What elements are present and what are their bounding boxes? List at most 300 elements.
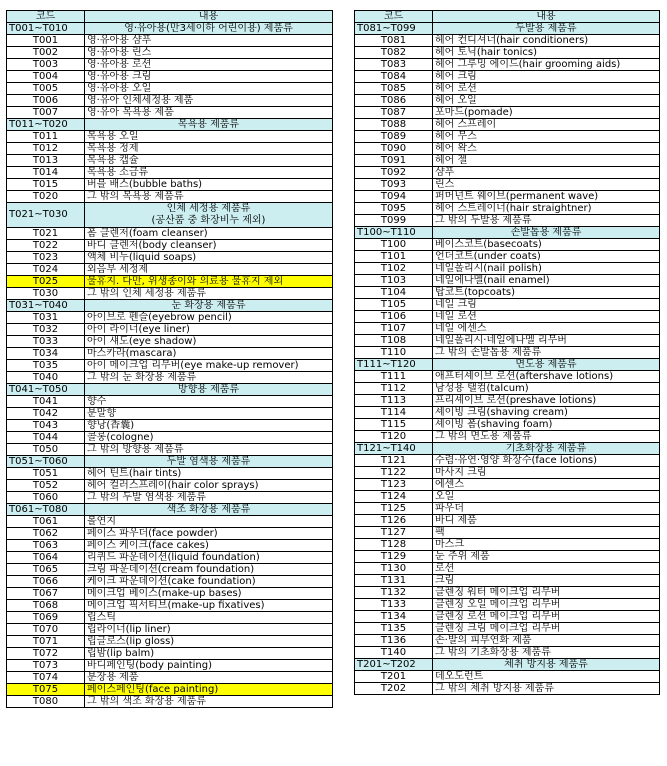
content-cell: 클렌징 크림 메이크업 리무버 — [433, 623, 660, 635]
code-cell: T125 — [355, 503, 433, 515]
table-row — [7, 35, 333, 47]
right-code-table — [354, 10, 660, 695]
table-row — [7, 372, 333, 384]
table-row — [355, 599, 660, 611]
content-cell: 팩 — [433, 527, 660, 539]
content-cell: 탑코트(topcoats) — [433, 287, 660, 299]
code-cell: T073 — [7, 660, 85, 672]
content-cell: 영·유아용 크림 — [85, 71, 333, 83]
category-row — [7, 456, 333, 468]
content-cell: 셰이빙 폼(shaving foam) — [433, 419, 660, 431]
category-row — [7, 384, 333, 396]
code-cell: T131 — [355, 575, 433, 587]
table-row — [7, 143, 333, 155]
table-row — [355, 635, 660, 647]
code-cell: T100 — [355, 239, 433, 251]
code-cell: T032 — [7, 324, 85, 336]
code-cell: T012 — [7, 143, 85, 155]
content-cell: 수렴·유연·영양 화장수(face lotions) — [433, 455, 660, 467]
code-cell: T040 — [7, 372, 85, 384]
code-cell: T087 — [355, 107, 433, 119]
content-cell: 향낭(香囊) — [85, 420, 333, 432]
table-row — [7, 600, 333, 612]
table-row — [7, 264, 333, 276]
category-row — [7, 203, 333, 228]
table-row — [7, 288, 333, 300]
table-row — [355, 431, 660, 443]
category-row — [355, 659, 660, 671]
content-cell: 그 밖의 목욕용 제품류 — [85, 191, 333, 203]
code-cell: T023 — [7, 252, 85, 264]
category-code-range: T051~T060 — [7, 456, 85, 468]
category-code-range: T081~T099 — [355, 23, 433, 35]
content-cell: 목욕용 소금류 — [85, 167, 333, 179]
content-cell: 그 밖의 인체 세정용 제품류 — [85, 288, 333, 300]
content-cell: 바디 제품 — [433, 515, 660, 527]
category-code-range: T031~T040 — [7, 300, 85, 312]
table-row — [7, 444, 333, 456]
code-cell: T001 — [7, 35, 85, 47]
table-row — [355, 395, 660, 407]
content-cell: 헤어 오일 — [433, 95, 660, 107]
content-cell: 아이 섀도(eye shadow) — [85, 336, 333, 348]
table-row — [355, 191, 660, 203]
header-row — [7, 11, 333, 23]
code-cell: T066 — [7, 576, 85, 588]
table-row — [355, 539, 660, 551]
content-cell: 목욕용 캡슐 — [85, 155, 333, 167]
content-cell: 그 밖의 눈 화장용 제품류 — [85, 372, 333, 384]
code-cell: T112 — [355, 383, 433, 395]
table-row — [355, 83, 660, 95]
content-cell: 헤어 토닉(hair tonics) — [433, 47, 660, 59]
category-name-line2: (공산품 중 화장비누 제외) — [151, 215, 266, 226]
table-row — [7, 83, 333, 95]
code-cell: T089 — [355, 131, 433, 143]
content-cell: 샴푸 — [433, 167, 660, 179]
code-cell: T108 — [355, 335, 433, 347]
content-cell: 목욕용 정제 — [85, 143, 333, 155]
code-cell: T002 — [7, 47, 85, 59]
table-row — [7, 672, 333, 684]
table-row — [355, 59, 660, 71]
category-name: 기초화장용 제품류 — [433, 443, 660, 455]
code-cell: T024 — [7, 264, 85, 276]
code-cell: T050 — [7, 444, 85, 456]
code-cell: T020 — [7, 191, 85, 203]
table-row — [355, 467, 660, 479]
table-row — [7, 71, 333, 83]
code-cell: T111 — [355, 371, 433, 383]
table-row — [355, 647, 660, 659]
code-cell: T080 — [7, 696, 85, 708]
table-row — [7, 540, 333, 552]
table-row — [355, 419, 660, 431]
table-row — [355, 323, 660, 335]
table-row — [7, 516, 333, 528]
category-code-range: T061~T080 — [7, 504, 85, 516]
table-row — [7, 696, 333, 708]
table-row — [7, 396, 333, 408]
category-name: 손발톱용 제품류 — [433, 227, 660, 239]
table-row — [355, 575, 660, 587]
code-cell: T004 — [7, 71, 85, 83]
content-cell: 프리셰이브 로션(preshave lotions) — [433, 395, 660, 407]
code-cell: T201 — [355, 671, 433, 683]
table-row — [355, 251, 660, 263]
table-row — [355, 371, 660, 383]
code-cell: T085 — [355, 83, 433, 95]
table-row — [7, 492, 333, 504]
content-cell: 영·유아 목욕용 제품 — [85, 107, 333, 119]
table-row — [7, 408, 333, 420]
content-cell: 립밤(lip balm) — [85, 648, 333, 660]
code-cell: T081 — [355, 35, 433, 47]
table-row — [7, 191, 333, 203]
code-cell: T123 — [355, 479, 433, 491]
category-code-range: T011~T020 — [7, 119, 85, 131]
code-cell: T075 — [7, 684, 85, 696]
category-name: 색조 화장용 제품류 — [85, 504, 333, 516]
code-cell: T126 — [355, 515, 433, 527]
content-cell: 그 밖의 체취 방지용 제품류 — [433, 683, 660, 695]
content-cell: 립글로스(lip gloss) — [85, 636, 333, 648]
code-cell: T134 — [355, 611, 433, 623]
content-cell: 로션 — [433, 563, 660, 575]
table-row — [7, 432, 333, 444]
table-row — [355, 491, 660, 503]
table-row — [7, 528, 333, 540]
content-cell: 영·유아 인체세정용 제품 — [85, 95, 333, 107]
code-cell: T129 — [355, 551, 433, 563]
code-cell: T005 — [7, 83, 85, 95]
code-cell: T067 — [7, 588, 85, 600]
category-row — [7, 119, 333, 131]
content-cell: 마스크 — [433, 539, 660, 551]
code-cell: T140 — [355, 647, 433, 659]
table-row — [7, 240, 333, 252]
category-code-range: T121~T140 — [355, 443, 433, 455]
code-cell: T060 — [7, 492, 85, 504]
table-row — [7, 228, 333, 240]
table-row — [7, 336, 333, 348]
category-name: 목욕용 제품류 — [85, 119, 333, 131]
table-row — [7, 107, 333, 119]
table-row — [355, 155, 660, 167]
code-cell: T070 — [7, 624, 85, 636]
category-name: 방향용 제품류 — [85, 384, 333, 396]
code-cell: T082 — [355, 47, 433, 59]
table-row — [355, 407, 660, 419]
table-row — [355, 563, 660, 575]
table-row — [7, 155, 333, 167]
content-cell: 바디페인팅(body painting) — [85, 660, 333, 672]
content-cell: 립스틱 — [85, 612, 333, 624]
category-row — [355, 443, 660, 455]
content-cell: 그 밖의 두발 염색용 제품류 — [85, 492, 333, 504]
code-cell: T014 — [7, 167, 85, 179]
content-cell: 애프터셰이브 로션(aftershave lotions) — [433, 371, 660, 383]
content-cell: 그 밖의 두발용 제품류 — [433, 215, 660, 227]
table-row — [355, 275, 660, 287]
code-cell: T025 — [7, 276, 85, 288]
table-row — [355, 503, 660, 515]
content-cell: 물휴지. 다만, 위생종이와 의료용 물휴지 제외 — [85, 276, 333, 288]
content-cell: 리퀴드 파운데이션(liquid foundation) — [85, 552, 333, 564]
highlighted-row — [7, 276, 333, 288]
code-cell: T202 — [355, 683, 433, 695]
content-cell: 영·유아용 오일 — [85, 83, 333, 95]
category-name: 눈 화장용 제품류 — [85, 300, 333, 312]
content-cell: 콜롱(cologne) — [85, 432, 333, 444]
content-cell: 데오도런트 — [433, 671, 660, 683]
table-row — [355, 515, 660, 527]
table-row — [355, 287, 660, 299]
table-row — [355, 671, 660, 683]
code-cell: T015 — [7, 179, 85, 191]
code-cell: T104 — [355, 287, 433, 299]
code-cell: T052 — [7, 480, 85, 492]
code-cell: T136 — [355, 635, 433, 647]
category-code-range: T111~T120 — [355, 359, 433, 371]
content-cell: 네일에나멜(nail enamel) — [433, 275, 660, 287]
content-cell: 헤어 왁스 — [433, 143, 660, 155]
content-cell: 페이스페인팅(face painting) — [85, 684, 333, 696]
code-cell: T092 — [355, 167, 433, 179]
content-cell: 케이크 파운데이션(cake foundation) — [85, 576, 333, 588]
code-cell: T069 — [7, 612, 85, 624]
table-row — [355, 455, 660, 467]
code-cell: T088 — [355, 119, 433, 131]
content-cell: 클렌징 워터 메이크업 리무버 — [433, 587, 660, 599]
code-cell: T099 — [355, 215, 433, 227]
content-cell: 바디 클렌저(body cleanser) — [85, 240, 333, 252]
content-cell: 아이 라이너(eye liner) — [85, 324, 333, 336]
content-cell: 헤어 스트레이너(hair straightner) — [433, 203, 660, 215]
content-cell: 그 밖의 색조 화장용 제품류 — [85, 696, 333, 708]
table-row — [7, 47, 333, 59]
header-row — [355, 11, 660, 23]
code-cell: T043 — [7, 420, 85, 432]
category-name: 두발용 제품류 — [433, 23, 660, 35]
content-cell: 헤어 젤 — [433, 155, 660, 167]
table-row — [355, 95, 660, 107]
content-cell: 파우더 — [433, 503, 660, 515]
table-row — [7, 552, 333, 564]
table-row — [7, 660, 333, 672]
table-row — [7, 588, 333, 600]
code-cell: T041 — [7, 396, 85, 408]
content-cell: 그 밖의 기초화장용 제품류 — [433, 647, 660, 659]
content-cell: 크림 파운데이션(cream foundation) — [85, 564, 333, 576]
category-name: 영·유아용(만3세이하 어린이용) 제품류 — [85, 23, 333, 35]
code-cell: T105 — [355, 299, 433, 311]
right-table-body — [355, 23, 660, 695]
code-cell: T120 — [355, 431, 433, 443]
content-cell: 남성용 탤컴(talcum) — [433, 383, 660, 395]
table-row — [7, 312, 333, 324]
table-row — [355, 299, 660, 311]
content-cell: 헤어 컬러스프레이(hair color sprays) — [85, 480, 333, 492]
table-row — [355, 683, 660, 695]
code-cell: T101 — [355, 251, 433, 263]
code-cell: T064 — [7, 552, 85, 564]
code-cell: T133 — [355, 599, 433, 611]
code-cell: T030 — [7, 288, 85, 300]
code-cell: T068 — [7, 600, 85, 612]
content-cell: 헤어 그루밍 에이드(hair grooming aids) — [433, 59, 660, 71]
table-row — [7, 564, 333, 576]
content-cell: 분장용 제품 — [85, 672, 333, 684]
code-cell: T044 — [7, 432, 85, 444]
code-cell: T121 — [355, 455, 433, 467]
category-row — [355, 227, 660, 239]
content-cell: 눈 주위 제품 — [433, 551, 660, 563]
code-cell: T072 — [7, 648, 85, 660]
table-row — [355, 35, 660, 47]
content-cell: 헤어 컨디셔너(hair conditioners) — [433, 35, 660, 47]
table-row — [355, 143, 660, 155]
table-row — [355, 611, 660, 623]
category-name-line1: 인체 세정용 제품류 — [166, 203, 251, 214]
content-cell: 클렌징 오일 메이크업 리무버 — [433, 599, 660, 611]
category-row — [355, 359, 660, 371]
content-cell: 헤어 스프레이 — [433, 119, 660, 131]
table-row — [355, 527, 660, 539]
content-cell: 오일 — [433, 491, 660, 503]
table-row — [7, 348, 333, 360]
content-cell: 페이스 파우더(face powder) — [85, 528, 333, 540]
content-cell: 립라이너(lip liner) — [85, 624, 333, 636]
code-cell: T021 — [7, 228, 85, 240]
table-row — [7, 324, 333, 336]
content-cell: 그 밖의 방향용 제품류 — [85, 444, 333, 456]
content-cell: 액체 비누(liquid soaps) — [85, 252, 333, 264]
code-cell: T103 — [355, 275, 433, 287]
table-row — [355, 383, 660, 395]
table-row — [7, 360, 333, 372]
content-cell: 언더코트(under coats) — [433, 251, 660, 263]
content-cell: 아이 메이크업 리무버(eye make-up remover) — [85, 360, 333, 372]
code-cell: T115 — [355, 419, 433, 431]
code-cell: T106 — [355, 311, 433, 323]
code-cell: T074 — [7, 672, 85, 684]
code-cell: T110 — [355, 347, 433, 359]
content-cell: 영·유아용 샴푸 — [85, 35, 333, 47]
table-row — [355, 239, 660, 251]
content-cell: 영·유아용 로션 — [85, 59, 333, 71]
content-cell: 메이크업 픽서티브(make-up fixatives) — [85, 600, 333, 612]
table-row — [355, 167, 660, 179]
category-code-range: T001~T010 — [7, 23, 85, 35]
content-cell: 그 밖의 면도용 제품류 — [433, 431, 660, 443]
content-cell: 메이크업 베이스(make-up bases) — [85, 588, 333, 600]
code-cell: T013 — [7, 155, 85, 167]
code-cell: T083 — [355, 59, 433, 71]
header-code: 코드 — [355, 11, 433, 23]
category-code-range: T041~T050 — [7, 384, 85, 396]
table-row — [355, 479, 660, 491]
code-cell: T034 — [7, 348, 85, 360]
highlighted-row — [7, 684, 333, 696]
content-cell: 네일 크림 — [433, 299, 660, 311]
code-cell: T007 — [7, 107, 85, 119]
table-row — [355, 107, 660, 119]
content-cell: 퍼머넌트 웨이브(permanent wave) — [433, 191, 660, 203]
code-cell: T107 — [355, 323, 433, 335]
code-cell: T071 — [7, 636, 85, 648]
table-row — [355, 203, 660, 215]
code-cell: T130 — [355, 563, 433, 575]
code-cell: T061 — [7, 516, 85, 528]
table-row — [7, 648, 333, 660]
code-cell: T003 — [7, 59, 85, 71]
code-cell: T006 — [7, 95, 85, 107]
code-cell: T035 — [7, 360, 85, 372]
content-cell: 아이브로 펜슬(eyebrow pencil) — [85, 312, 333, 324]
content-cell: 폼 클렌저(foam cleanser) — [85, 228, 333, 240]
code-cell: T122 — [355, 467, 433, 479]
content-cell: 마사지 크림 — [433, 467, 660, 479]
content-cell: 손·발의 피부연화 제품 — [433, 635, 660, 647]
content-cell: 베이스코트(basecoats) — [433, 239, 660, 251]
code-cell: T102 — [355, 263, 433, 275]
content-cell: 헤어 크림 — [433, 71, 660, 83]
code-cell: T128 — [355, 539, 433, 551]
content-cell: 버블 배스(bubble baths) — [85, 179, 333, 191]
category-row — [7, 300, 333, 312]
table-row — [7, 131, 333, 143]
table-row — [355, 587, 660, 599]
left-code-table — [6, 10, 333, 708]
table-row — [7, 636, 333, 648]
content-cell: 영·유아용 린스 — [85, 47, 333, 59]
content-cell: 볼연지 — [85, 516, 333, 528]
content-cell: 포마드(pomade) — [433, 107, 660, 119]
code-cell: T132 — [355, 587, 433, 599]
content-cell: 향수 — [85, 396, 333, 408]
category-row — [7, 23, 333, 35]
content-cell: 린스 — [433, 179, 660, 191]
content-cell: 네일폴리시·네일에나멜 리무버 — [433, 335, 660, 347]
code-cell: T065 — [7, 564, 85, 576]
table-row — [355, 119, 660, 131]
table-row — [7, 95, 333, 107]
table-row — [355, 311, 660, 323]
table-row — [355, 215, 660, 227]
table-row — [7, 612, 333, 624]
table-row — [355, 623, 660, 635]
code-cell: T031 — [7, 312, 85, 324]
table-row — [355, 263, 660, 275]
content-cell: 클렌징 로션 메이크업 리무버 — [433, 611, 660, 623]
code-cell: T094 — [355, 191, 433, 203]
code-cell: T042 — [7, 408, 85, 420]
table-row — [7, 576, 333, 588]
code-cell: T093 — [355, 179, 433, 191]
left-table-body — [7, 23, 333, 708]
content-cell: 네일 에센스 — [433, 323, 660, 335]
category-code-range: T201~T202 — [355, 659, 433, 671]
content-cell: 페이스 케이크(face cakes) — [85, 540, 333, 552]
category-code-range: T100~T110 — [355, 227, 433, 239]
category-row — [7, 504, 333, 516]
category-name: 두발 염색용 제품류 — [85, 456, 333, 468]
code-cell: T090 — [355, 143, 433, 155]
content-cell: 그 밖의 손발톱용 제품류 — [433, 347, 660, 359]
code-cell: T135 — [355, 623, 433, 635]
content-cell: 셰이빙 크림(shaving cream) — [433, 407, 660, 419]
